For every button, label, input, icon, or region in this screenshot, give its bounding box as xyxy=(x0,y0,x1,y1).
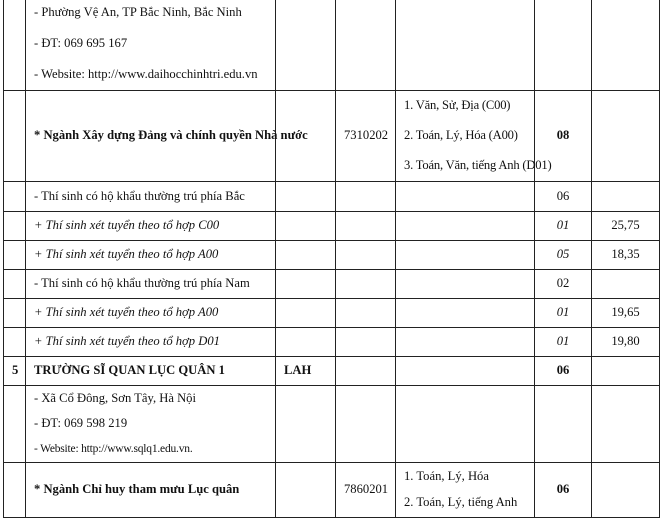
table-row xyxy=(4,357,660,386)
school-website: - Website: http://www.sqlq1.edu.vn. xyxy=(34,443,193,456)
quota-cell: 01 xyxy=(535,299,592,328)
major-name: * Ngành Chỉ huy tham mưu Lục quân xyxy=(26,463,276,518)
table-row xyxy=(4,386,660,463)
school-website: - Website: http://www.daihocchinhtri.edu.vn xyxy=(34,66,258,81)
school-phone: - ĐT: 069 695 167 xyxy=(34,35,128,50)
quota-cell: 05 xyxy=(535,241,592,270)
table-row xyxy=(4,182,660,212)
table-row xyxy=(4,0,660,91)
major-code: 7310202 xyxy=(336,91,396,182)
school-info-cell xyxy=(26,0,276,91)
admission-table xyxy=(3,0,660,518)
score-cell: 18,35 xyxy=(592,241,660,270)
table-row xyxy=(4,212,660,241)
quota-cell: 06 xyxy=(535,182,592,212)
row-label: + Thí sinh xét tuyển theo tổ hợp A00 xyxy=(26,241,276,270)
major-code: 7860201 xyxy=(336,463,396,518)
table-row xyxy=(4,270,660,299)
combo-item: 3. Toán, Văn, tiếng Anh (D01) xyxy=(404,158,552,173)
row-label: + Thí sinh xét tuyển theo tổ hợp C00 xyxy=(26,212,276,241)
table-row xyxy=(4,91,660,182)
quota-cell: 08 xyxy=(535,91,592,182)
school-address: - Phường Vệ An, TP Bắc Ninh, Bắc Ninh xyxy=(34,4,242,19)
row-label: + Thí sinh xét tuyển theo tổ hợp D01 xyxy=(26,328,276,357)
row-label: + Thí sinh xét tuyển theo tổ hợp A00 xyxy=(26,299,276,328)
combo-item: 1. Văn, Sử, Địa (C00) xyxy=(404,98,511,113)
school-name: TRƯỜNG SĨ QUAN LỤC QUÂN 1 xyxy=(26,357,276,386)
quota-cell: 06 xyxy=(535,357,592,386)
quota-cell: 02 xyxy=(535,270,592,299)
score-cell: 19,80 xyxy=(592,328,660,357)
quota-cell: 06 xyxy=(535,463,592,518)
table-row xyxy=(4,299,660,328)
subject-combos xyxy=(396,91,552,182)
school-info-cell xyxy=(26,386,276,463)
score-cell: 25,75 xyxy=(592,212,660,241)
table-row xyxy=(4,241,660,270)
stt-cell xyxy=(4,0,26,91)
combo-item: 1. Toán, Lý, Hóa xyxy=(404,469,489,484)
subject-combos xyxy=(396,463,535,518)
row-label: - Thí sinh có hộ khẩu thường trú phía Nam xyxy=(26,270,276,299)
stt-cell: 5 xyxy=(4,357,26,386)
school-code: LAH xyxy=(276,357,336,386)
score-cell: 19,65 xyxy=(592,299,660,328)
combo-item: 2. Toán, Lý, tiếng Anh xyxy=(404,495,518,510)
quota-cell: 01 xyxy=(535,212,592,241)
quota-cell: 01 xyxy=(535,328,592,357)
school-address: - Xã Cổ Đông, Sơn Tây, Hà Nội xyxy=(34,390,196,405)
combo-item: 2. Toán, Lý, Hóa (A00) xyxy=(404,128,518,143)
row-label: - Thí sinh có hộ khẩu thường trú phía Bắc xyxy=(26,182,276,212)
major-name: * Ngành Xây dựng Đảng và chính quyền Nhà nước xyxy=(26,91,276,182)
table-row xyxy=(4,463,660,518)
school-phone: - ĐT: 069 598 219 xyxy=(34,416,128,431)
table-row xyxy=(4,328,660,357)
